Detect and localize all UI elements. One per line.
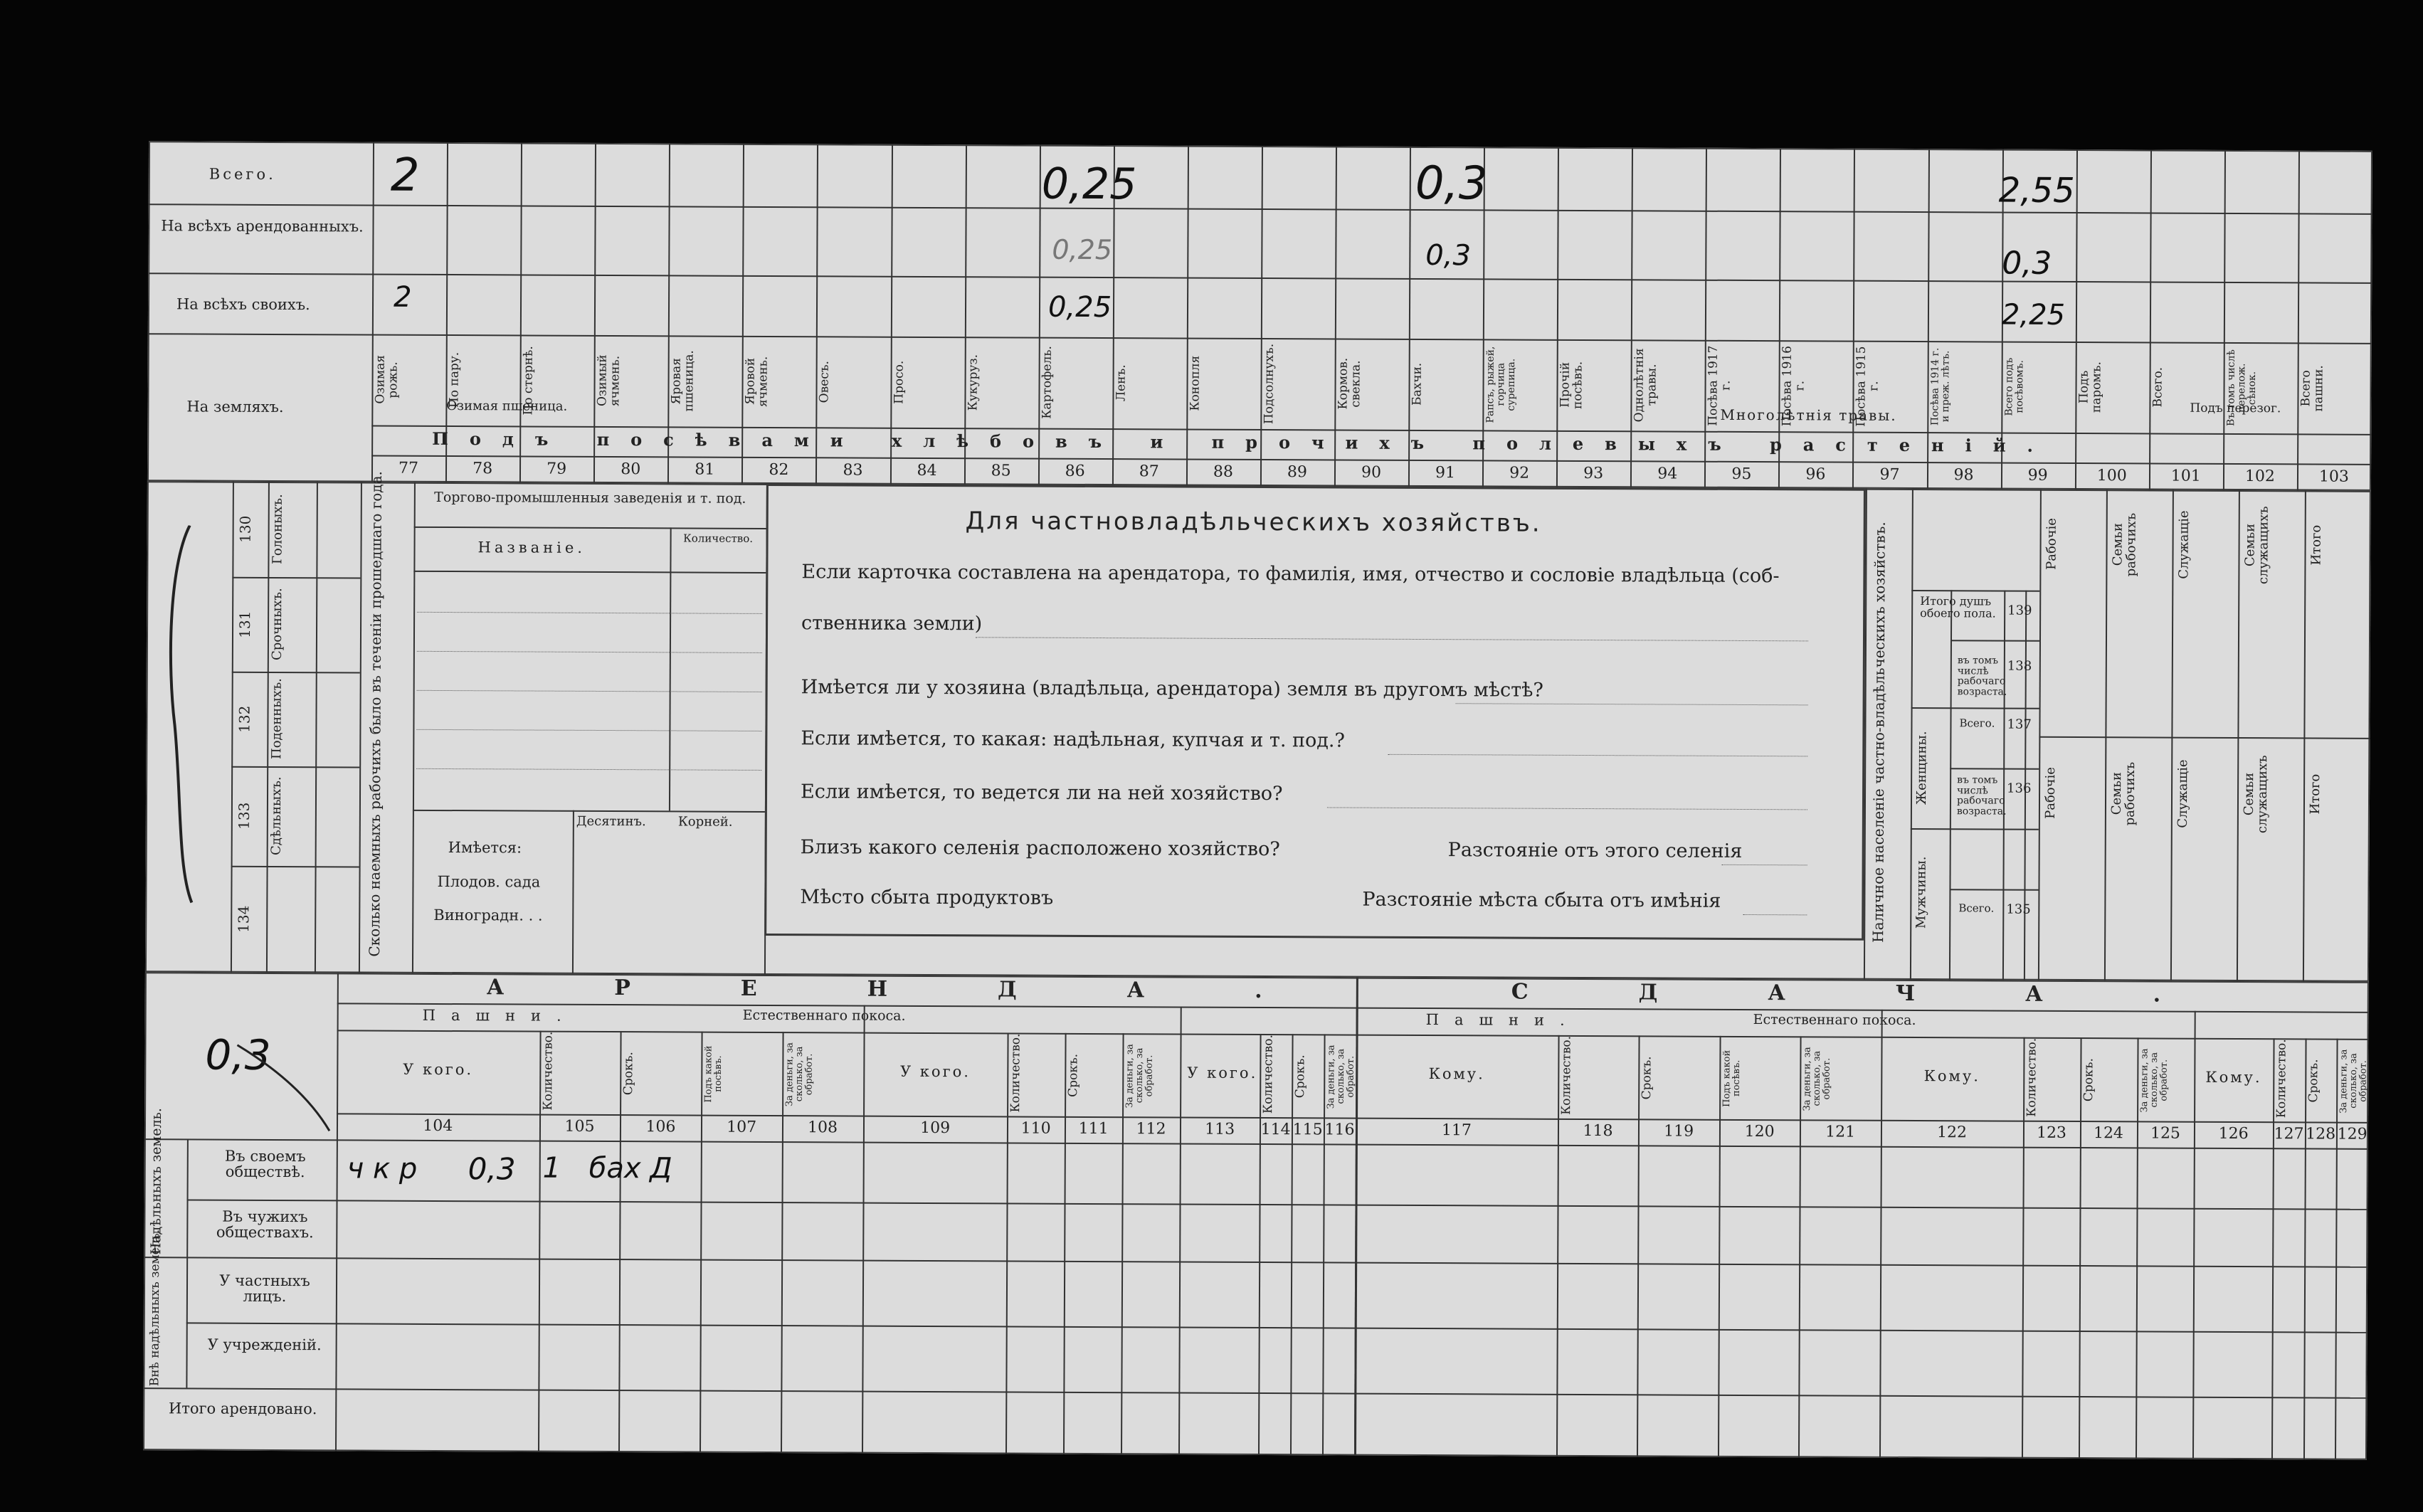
pop-col-top-4: Итого xyxy=(2308,525,2324,566)
women-label: Женщины. xyxy=(1913,731,1930,805)
crop-col-number-84: 84 xyxy=(917,461,937,480)
q5b: Разстоянiе отъ этого селенiя xyxy=(1447,839,1743,862)
crop-col-number-77: 77 xyxy=(398,459,419,477)
sdacha-pokos: Естественнаго покоса. xyxy=(1753,1012,1916,1029)
bottom-col-number-126: 126 xyxy=(2218,1124,2249,1143)
bottom-col-number-105: 105 xyxy=(564,1117,595,1136)
men-total: Всего. xyxy=(1958,902,1995,915)
crop-col-label-86: Картофель. xyxy=(1039,346,1055,420)
allotment-group-label: Надѣльныхъ земель. xyxy=(148,1108,165,1255)
bottom-col-number-107: 107 xyxy=(727,1118,757,1136)
row-total-rented: Итого арендовано. xyxy=(168,1400,317,1418)
bottom-col-label-113: У кого. xyxy=(1187,1064,1258,1082)
hired-col-label-4 xyxy=(270,866,313,973)
pop-no-138: 138 xyxy=(2007,658,2032,674)
bottom-col-label-122: Кому. xyxy=(1923,1067,1980,1085)
crop-col-number-92: 92 xyxy=(1509,464,1530,482)
bottom-col-number-111: 111 xyxy=(1078,1119,1109,1138)
arenda-pokos: Естественнаго покоса. xyxy=(742,1007,906,1024)
hired-col-label-1: Срочныхъ. xyxy=(269,588,285,661)
crop-col-label-79: По стернѣ. xyxy=(521,345,536,416)
hand-own-sown: 2,25 xyxy=(2001,298,2066,332)
pop-col-bottom-4: Итого xyxy=(2307,774,2323,815)
pop-col-top-0: Рабочiе xyxy=(2044,518,2059,571)
row-label-own: На всѣхъ своихъ. xyxy=(176,295,310,314)
crop-col-number-79: 79 xyxy=(547,460,567,478)
bottom-col-number-129: 129 xyxy=(2337,1125,2367,1143)
crop-col-label-99: Всего подъ посѣвомъ. xyxy=(2002,357,2026,416)
q6b: Разстоянiе мѣста сбыта отъ имѣнiя xyxy=(1362,888,1721,912)
row-own-society: Въ своемъ обществѣ. xyxy=(224,1147,306,1181)
crop-col-number-86: 86 xyxy=(1065,462,1085,480)
hand-total-rye: 2 xyxy=(390,149,420,202)
bottom-col-label-126: Кому. xyxy=(2205,1068,2262,1087)
women-of-them: въ томъ числѣ рабочаго возраста. xyxy=(1957,655,2007,698)
bottom-col-number-124: 124 xyxy=(2093,1124,2124,1143)
bottom-col-number-127: 127 xyxy=(2274,1125,2304,1143)
bottom-col-label-112: За деньги, за сколько, за обработ. xyxy=(1124,1043,1155,1108)
bottom-col-number-125: 125 xyxy=(2150,1124,2181,1143)
q1: Если карточка составлена на арендатора, то фамилiя, имя, отчество и сословiе владѣльца (соб- xyxy=(801,561,1780,588)
pop-col-top-3: Семьи служащихъ xyxy=(2242,506,2271,585)
crop-col-label-96: Посѣва 1916 г. xyxy=(1780,345,1807,426)
bottom-col-number-110: 110 xyxy=(1020,1119,1051,1138)
crop-col-number-98: 98 xyxy=(1953,466,1974,485)
hand-bottom-total: 0,3 xyxy=(205,1030,271,1079)
bottom-col-number-117: 117 xyxy=(1441,1121,1472,1140)
private-box-title: Для частновладѣльческихъ хозяйствъ. xyxy=(965,507,1542,538)
roots-header: Корней. xyxy=(677,814,733,830)
crop-col-label-100: Подъ паромъ. xyxy=(2076,361,2104,413)
pop-col-bottom-2: Служащiе xyxy=(2175,759,2191,828)
bottom-col-label-106: Срокъ. xyxy=(621,1052,636,1096)
crop-col-number-93: 93 xyxy=(1583,464,1604,483)
pop-col-top-1: Семьи рабочихъ xyxy=(2110,512,2139,577)
bottom-col-label-104: У кого. xyxy=(403,1060,474,1079)
hired-col-label-2: Поденныхъ. xyxy=(269,678,285,760)
hand-total-sown: 2,55 xyxy=(1998,170,2075,211)
bottom-col-label-128: Срокъ. xyxy=(2306,1059,2321,1103)
bottom-col-label-120: Подъ какой посѣвъ. xyxy=(1721,1050,1742,1107)
bottom-col-number-118: 118 xyxy=(1583,1121,1613,1141)
crop-col-label-101: Всего. xyxy=(2150,367,2165,408)
crop-col-number-99: 99 xyxy=(2027,466,2048,485)
crop-col-number-96: 96 xyxy=(1805,465,1826,484)
bottom-col-label-127: Количество. xyxy=(2274,1039,2289,1119)
crop-col-label-93: Прочiй посѣвъ. xyxy=(1558,361,1585,409)
hired-col-number-130: 130 xyxy=(236,515,254,543)
bottom-col-number-121: 121 xyxy=(1825,1123,1856,1141)
hand-slash xyxy=(230,1031,337,1138)
pop-col-bottom-1: Семьи рабочихъ xyxy=(2108,761,2138,826)
bottom-col-label-129: За деньги, за сколько, за обработ. xyxy=(2338,1049,2370,1114)
row-private-persons: У частныхъ лицъ. xyxy=(219,1272,310,1306)
crop-col-number-95: 95 xyxy=(1731,465,1752,484)
has-label: Имѣется: xyxy=(448,839,522,857)
bottom-col-number-108: 108 xyxy=(807,1119,838,1137)
hand-row-owner: ч к р xyxy=(347,1152,418,1185)
private-estates-box xyxy=(764,484,1866,941)
bottom-col-number-114: 114 xyxy=(1260,1121,1291,1139)
crop-col-number-90: 90 xyxy=(1361,463,1382,482)
bottom-col-number-113: 113 xyxy=(1205,1120,1235,1138)
q2: Имѣется ли у хозяина (владѣльца, арендатора) земля въ другомъ мѣстѣ? xyxy=(801,676,1543,702)
hired-col-number-133: 133 xyxy=(235,802,253,830)
bottom-col-number-106: 106 xyxy=(645,1118,676,1136)
crop-col-label-77: Озимая рожь. xyxy=(373,355,401,404)
hand-rented-sown: 0,3 xyxy=(2002,245,2052,282)
desyatin-header: Десятинъ. xyxy=(576,813,646,830)
bottom-col-label-109: У кого. xyxy=(899,1062,971,1081)
trade-title: Торгово-промышленныя заведенiя и т. под. xyxy=(434,489,746,507)
crop-col-label-88: Конопля xyxy=(1188,355,1203,411)
pop-col-top-2: Служащiе xyxy=(2176,510,2192,579)
crop-col-label-95: Посѣва 1917 г. xyxy=(1706,345,1733,426)
crop-col-label-89: Подсолнухъ. xyxy=(1262,343,1277,424)
hand-total-potato: 0,25 xyxy=(1041,159,1137,210)
pop-no-136: 136 xyxy=(2007,781,2032,796)
hand-brace xyxy=(159,525,204,909)
crop-col-number-78: 78 xyxy=(473,460,493,478)
bottom-col-label-114: Количество. xyxy=(1261,1035,1276,1114)
q5: Близъ какого селенiя расположено хозяйство? xyxy=(800,836,1280,861)
arenda-pashni: Пашни. xyxy=(422,1006,577,1025)
q1b: ственника земли) xyxy=(801,612,983,635)
crop-col-number-87: 87 xyxy=(1139,462,1159,481)
hired-col-number-132: 132 xyxy=(236,705,253,733)
hand-row-crop: бах Д xyxy=(588,1151,672,1185)
sdacha-title: СДАЧА. xyxy=(1511,979,2271,1008)
bottom-col-label-110: Количество. xyxy=(1008,1033,1023,1113)
bottom-col-label-118: Количество. xyxy=(1558,1035,1574,1115)
q6: Мѣсто сбыта продуктовъ xyxy=(800,886,1054,909)
hand-rented-potato: 0,25 xyxy=(1052,233,1113,266)
bottom-col-label-108: За деньги, за сколько, за обработ. xyxy=(784,1042,815,1106)
bottom-col-number-128: 128 xyxy=(2306,1125,2336,1143)
crop-col-label-81: Яровая пшеница. xyxy=(669,350,697,412)
hand-rented-melon: 0,3 xyxy=(1425,239,1472,273)
bottom-col-label-119: Срокъ. xyxy=(1640,1056,1654,1100)
trade-name-header: Названiе. xyxy=(477,539,586,556)
row-other-societies: Въ чужихъ обществахъ. xyxy=(216,1207,314,1242)
hired-col-label-3: Сдѣльныхъ. xyxy=(268,776,285,856)
hand-own-potato: 0,25 xyxy=(1047,290,1112,324)
crop-col-label-87: Ленъ. xyxy=(1114,364,1129,402)
crop-col-number-91: 91 xyxy=(1435,464,1456,482)
bottom-col-label-121: За деньги, за сколько, за обработ. xyxy=(1802,1046,1833,1111)
crop-col-label-82: Яровой ячмень. xyxy=(743,356,771,407)
hand-total-melon: 0,3 xyxy=(1415,157,1488,211)
bottom-col-label-116: За деньги, за сколько, за обработ. xyxy=(1326,1044,1356,1109)
crop-col-label-84: Просо. xyxy=(891,360,907,404)
crop-col-number-85: 85 xyxy=(991,462,1011,480)
all-souls-label: Итого душъ обоего пола. xyxy=(1920,594,1996,620)
row-institutions: У учрежденiй. xyxy=(207,1336,322,1354)
row-label-lands: На земляхъ. xyxy=(186,398,284,416)
bottom-col-label-105: Количество. xyxy=(540,1031,556,1111)
bottom-col-number-109: 109 xyxy=(920,1119,951,1138)
crop-col-label-90: Кормов. свекла. xyxy=(1336,358,1363,410)
fallow-label: Подъ перезог. xyxy=(2190,401,2281,416)
women-total: Всего. xyxy=(1959,717,1995,730)
crop-col-number-97: 97 xyxy=(1879,465,1900,484)
hired-workers-label: Сколько наемныхъ рабочихъ было въ теченiи прошедшаго года. xyxy=(366,471,386,957)
hired-col-label-0: Голоныхъ. xyxy=(270,494,285,565)
bottom-col-label-111: Срокъ. xyxy=(1066,1053,1081,1097)
crops-banner: Подъ посѣвами хлѣбовъ и прочихъ полевыхъ растенiй. xyxy=(432,428,2054,456)
crop-col-number-100: 100 xyxy=(2096,467,2127,485)
perennial-label: Многолѣтнiя травы. xyxy=(1720,406,1897,424)
crop-col-label-91: Бахчи. xyxy=(1410,362,1425,406)
crop-col-label-83: Овесъ. xyxy=(817,360,833,403)
bottom-col-number-104: 104 xyxy=(423,1116,453,1136)
crop-col-label-78: По пару. xyxy=(447,351,462,408)
bottom-col-number-123: 123 xyxy=(2036,1124,2067,1142)
crop-col-label-94: Однолѣтнiя травы. xyxy=(1632,348,1659,423)
vineyard-label: Виноградн. . . xyxy=(433,906,543,924)
pop-no-139: 139 xyxy=(2007,603,2032,618)
bottom-col-label-107: Подъ какой посѣвъ. xyxy=(703,1045,724,1103)
crop-col-label-97: Посѣва 1915 г. xyxy=(1854,346,1881,427)
arenda-title: АРЕНДА. xyxy=(486,975,1373,1004)
census-card xyxy=(143,141,2372,1460)
crop-col-number-82: 82 xyxy=(769,460,789,480)
men-label: Мужчины. xyxy=(1913,856,1929,929)
crop-col-label-103: Всего пашни. xyxy=(2298,364,2326,412)
bottom-col-label-123: Количество. xyxy=(2025,1037,2039,1117)
men-of-them: въ томъ числѣ рабочаго возраста. xyxy=(1956,774,2007,818)
crop-col-label-102: Въ томъ числѣ перелож. сѣнок. xyxy=(2225,349,2258,426)
trade-qty-header: Количество. xyxy=(683,532,754,545)
bottom-col-label-124: Срокъ. xyxy=(2081,1058,2096,1102)
bottom-col-number-119: 119 xyxy=(1664,1122,1694,1141)
pop-no-135: 135 xyxy=(2006,902,2031,917)
hand-row-term: 1 xyxy=(542,1151,561,1185)
crop-col-number-103: 103 xyxy=(2318,467,2350,486)
bottom-col-number-112: 112 xyxy=(1136,1120,1166,1138)
pop-col-bottom-0: Рабочiе xyxy=(2042,767,2059,820)
orchard-label: Плодов. сада xyxy=(437,872,541,891)
bottom-col-number-115: 115 xyxy=(1292,1121,1323,1139)
winter-wheat-label: Озимая пшеница. xyxy=(446,398,568,414)
crop-col-number-81: 81 xyxy=(695,460,715,479)
hand-own-rye: 2 xyxy=(393,280,412,314)
population-label: Наличное населенiе частно-владѣльческихъ хозяйствъ. xyxy=(1869,521,1889,943)
hired-col-number-134: 134 xyxy=(235,905,253,933)
q3: Если имѣется, то какая: надѣльная, купчая и т. под.? xyxy=(801,727,1346,752)
hand-row-qty: 0,3 xyxy=(468,1151,516,1187)
bottom-col-number-120: 120 xyxy=(1744,1122,1775,1141)
crop-col-number-101: 101 xyxy=(2170,467,2201,485)
crop-col-number-88: 88 xyxy=(1213,462,1233,481)
sdacha-pashni: Пашни. xyxy=(1425,1011,1580,1029)
crop-col-label-80: Озимый ячмень. xyxy=(595,354,623,407)
row-label-rented: На всѣхъ арендованныхъ. xyxy=(161,217,364,236)
bottom-col-label-125: За деньги, за сколько, за обработ. xyxy=(2139,1047,2170,1112)
bottom-col-number-122: 122 xyxy=(1936,1124,1968,1142)
crop-col-number-94: 94 xyxy=(1657,465,1678,483)
bottom-col-label-117: Кому. xyxy=(1428,1065,1485,1083)
crop-col-number-89: 89 xyxy=(1287,463,1307,482)
crop-col-label-85: Кукуруз. xyxy=(965,354,981,411)
non-allotment-group-label: Внѣ надѣльныхъ земель. xyxy=(147,1229,163,1387)
pop-no-137: 137 xyxy=(2007,717,2032,732)
crop-col-number-83: 83 xyxy=(843,461,863,480)
crop-col-number-80: 80 xyxy=(621,460,641,479)
bottom-col-label-115: Срокъ. xyxy=(1293,1054,1308,1099)
pop-col-bottom-3: Семьи служащихъ xyxy=(2241,755,2271,834)
q4: Если имѣется, то ведется ли на ней хозяйство? xyxy=(800,781,1283,805)
crop-col-number-102: 102 xyxy=(2244,467,2275,486)
bottom-col-number-116: 116 xyxy=(1324,1121,1355,1139)
crop-col-label-92: Рапсъ, рыжей, горчица сурепица. xyxy=(1484,346,1518,423)
crop-col-label-98: Посѣва 1914 г. и преж. лѣтъ. xyxy=(1928,347,1952,425)
hired-col-number-131: 131 xyxy=(236,610,254,638)
row-label-total: Всего. xyxy=(208,165,276,183)
